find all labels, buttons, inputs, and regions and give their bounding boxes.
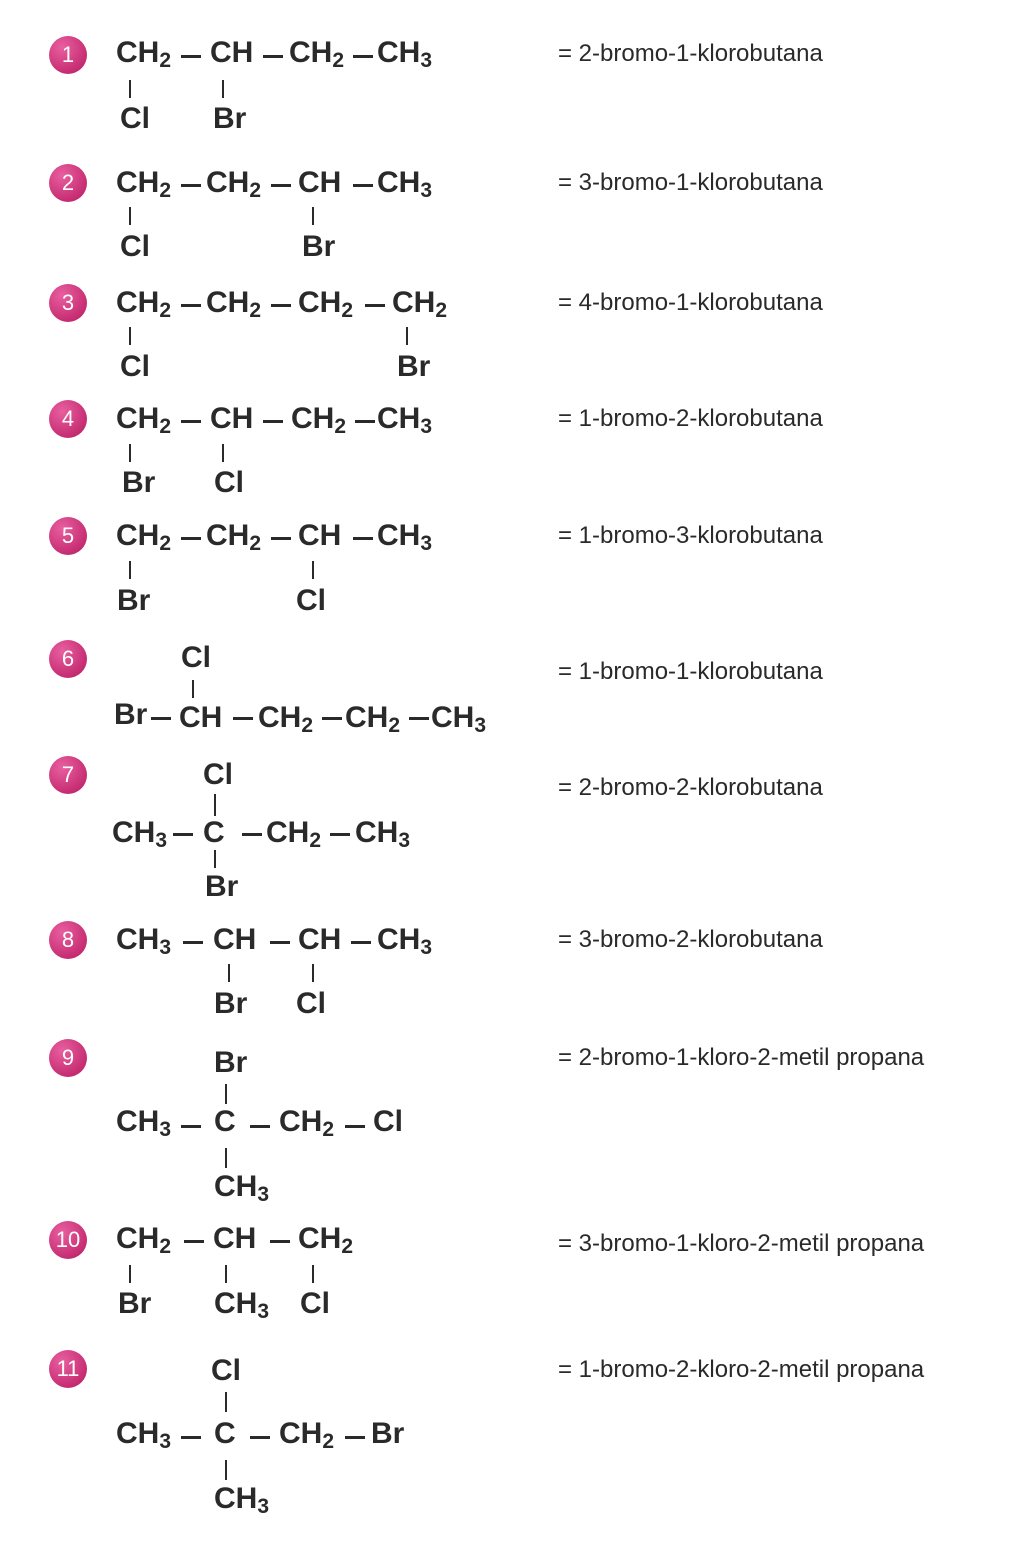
group-subscript: 3 — [155, 829, 168, 852]
group-symbol: CH — [377, 519, 421, 552]
group-br — [114, 700, 147, 730]
bond-vertical — [214, 850, 216, 868]
iupac-name: = 1-bromo-2-klorobutana — [558, 405, 823, 432]
bond-horizontal — [355, 420, 375, 423]
group-symbol: Cl — [296, 584, 326, 617]
iupac-name: = 2-bromo-2-klorobutana — [558, 774, 823, 801]
bond-horizontal — [345, 1125, 365, 1128]
group-symbol: Cl — [120, 230, 150, 263]
group-subscript: 3 — [159, 936, 172, 959]
bond-vertical — [129, 444, 131, 462]
group-br — [117, 586, 150, 616]
bond-horizontal — [351, 941, 371, 944]
group-ch2 — [206, 286, 262, 322]
group-ch2 — [116, 36, 172, 72]
iupac-name: = 2-bromo-1-kloro-2-metil propana — [558, 1044, 925, 1071]
group-ch2 — [266, 816, 322, 852]
bond-vertical — [129, 561, 131, 579]
group-cl — [181, 643, 211, 673]
group-ch2 — [291, 402, 347, 438]
bond-vertical — [129, 1265, 131, 1283]
group-ch2 — [392, 286, 448, 322]
group-symbol: CH — [116, 1417, 160, 1450]
group-subscript: 2 — [341, 299, 354, 322]
bond-horizontal — [233, 717, 253, 720]
group-br — [122, 468, 155, 498]
group-symbol: Br — [214, 1046, 248, 1079]
group-symbol: Cl — [203, 758, 233, 791]
item-number-badge: 11 — [49, 1350, 87, 1388]
group-symbol: CH — [214, 1287, 258, 1320]
group-symbol: CH — [206, 166, 250, 199]
group-br — [371, 1419, 404, 1449]
group-symbol: CH — [355, 816, 399, 849]
bond-vertical — [406, 327, 408, 345]
iupac-name: = 1-bromo-3-klorobutana — [558, 522, 823, 549]
group-symbol: CH — [210, 402, 254, 435]
group-cl — [373, 1107, 403, 1137]
bond-horizontal — [353, 537, 373, 540]
group-symbol: Cl — [120, 350, 150, 383]
bond-horizontal — [181, 55, 201, 58]
item-number-badge: 9 — [49, 1039, 87, 1077]
group-ch2 — [206, 166, 262, 202]
group-ch3 — [377, 402, 433, 438]
group-subscript: 2 — [159, 532, 172, 555]
group-subscript: 3 — [420, 936, 433, 959]
group-symbol: CH — [298, 923, 342, 956]
group-ch3 — [116, 1105, 172, 1141]
iupac-name: = 2-bromo-1-klorobutana — [558, 40, 823, 67]
group-ch2 — [116, 402, 172, 438]
group-cl — [300, 1289, 330, 1319]
group-ch2 — [279, 1105, 335, 1141]
group-cl — [120, 104, 150, 134]
group-symbol: CH — [112, 816, 156, 849]
bond-horizontal — [409, 717, 429, 720]
bond-vertical — [129, 207, 131, 225]
group-symbol: CH — [214, 1482, 258, 1515]
group-subscript: 2 — [341, 1235, 354, 1258]
group-cl — [120, 352, 150, 382]
group-subscript: 2 — [309, 829, 322, 852]
bond-vertical — [225, 1148, 227, 1168]
bond-horizontal — [270, 1240, 290, 1243]
item-number-badge: 2 — [49, 164, 87, 202]
group-symbol: CH — [116, 36, 160, 69]
bond-vertical — [312, 964, 314, 982]
group-ch2 — [289, 36, 345, 72]
group-ch2 — [279, 1417, 335, 1453]
group-subscript: 3 — [159, 1118, 172, 1141]
group-symbol: Br — [214, 987, 248, 1020]
bond-horizontal — [184, 1240, 204, 1243]
group-ch3 — [116, 923, 172, 959]
bond-horizontal — [322, 717, 342, 720]
bond-horizontal — [181, 1436, 201, 1439]
group-ch2 — [298, 1222, 354, 1258]
group-subscript: 2 — [322, 1118, 335, 1141]
group-symbol: CH — [116, 402, 160, 435]
bond-horizontal — [263, 55, 283, 58]
group-ch3 — [431, 701, 487, 737]
bond-horizontal — [330, 833, 350, 836]
group-symbol: Br — [213, 102, 247, 135]
iupac-name: = 4-bromo-1-klorobutana — [558, 289, 823, 316]
group-ch — [213, 925, 256, 955]
group-symbol: CH — [377, 36, 421, 69]
group-symbol: CH — [116, 286, 160, 319]
bond-vertical — [222, 80, 224, 98]
bond-horizontal — [181, 184, 201, 187]
group-ch — [298, 521, 341, 551]
bond-horizontal — [271, 537, 291, 540]
group-subscript: 2 — [301, 714, 314, 737]
group-subscript: 3 — [420, 415, 433, 438]
group-ch3 — [377, 166, 433, 202]
bond-horizontal — [345, 1436, 365, 1439]
bond-vertical — [222, 444, 224, 462]
group-cl — [211, 1356, 241, 1386]
group-ch3 — [377, 923, 433, 959]
group-symbol: CH — [214, 1170, 258, 1203]
group-symbol: Br — [371, 1417, 405, 1450]
bond-horizontal — [181, 537, 201, 540]
group-symbol: CH — [298, 166, 342, 199]
item-number-badge: 5 — [49, 517, 87, 555]
group-symbol: Cl — [296, 987, 326, 1020]
group-subscript: 3 — [474, 714, 487, 737]
bond-horizontal — [181, 304, 201, 307]
group-br — [205, 872, 238, 902]
bond-vertical — [225, 1392, 227, 1412]
group-subscript: 2 — [334, 415, 347, 438]
group-symbol: CH — [298, 286, 342, 319]
group-ch2 — [116, 166, 172, 202]
bond-horizontal — [271, 184, 291, 187]
group-symbol: CH — [258, 701, 302, 734]
group-br — [397, 352, 430, 382]
item-number-badge: 7 — [49, 756, 87, 794]
group-subscript: 2 — [435, 299, 448, 322]
group-ch3 — [214, 1170, 270, 1206]
bond-vertical — [225, 1460, 227, 1480]
group-subscript: 3 — [159, 1430, 172, 1453]
bond-vertical — [225, 1265, 227, 1283]
group-subscript: 3 — [257, 1183, 270, 1206]
item-number-badge: 6 — [49, 640, 87, 678]
bond-horizontal — [271, 304, 291, 307]
group-cl — [296, 989, 326, 1019]
group-symbol: CH — [116, 1105, 160, 1138]
group-symbol: CH — [377, 923, 421, 956]
iupac-name: = 1-bromo-1-klorobutana — [558, 658, 823, 685]
group-ch2 — [298, 286, 354, 322]
group-symbol: CH — [289, 36, 333, 69]
group-ch2 — [116, 1222, 172, 1258]
group-subscript: 3 — [257, 1300, 270, 1323]
bond-horizontal — [263, 420, 283, 423]
group-symbol: Br — [122, 466, 156, 499]
group-symbol: Cl — [181, 641, 211, 674]
bond-vertical — [214, 794, 216, 816]
group-symbol: CH — [291, 402, 335, 435]
bond-vertical — [312, 1265, 314, 1283]
group-symbol: CH — [377, 166, 421, 199]
group-subscript: 2 — [159, 49, 172, 72]
group-br — [214, 1048, 247, 1078]
iupac-name: = 3-bromo-1-klorobutana — [558, 169, 823, 196]
group-br — [302, 232, 335, 262]
group-subscript: 3 — [420, 179, 433, 202]
group-symbol: CH — [179, 701, 223, 734]
group-subscript: 2 — [159, 299, 172, 322]
group-subscript: 2 — [322, 1430, 335, 1453]
bond-horizontal — [250, 1436, 270, 1439]
group-symbol: CH — [298, 1222, 342, 1255]
group-ch — [298, 168, 341, 198]
group-symbol: Br — [117, 584, 151, 617]
group-symbol: CH — [206, 519, 250, 552]
group-symbol: CH — [279, 1105, 323, 1138]
group-subscript: 2 — [388, 714, 401, 737]
group-subscript: 2 — [332, 49, 345, 72]
group-symbol: CH — [116, 1222, 160, 1255]
group-c — [203, 818, 225, 848]
item-number-badge: 8 — [49, 921, 87, 959]
group-symbol: CH — [298, 519, 342, 552]
bond-horizontal — [353, 55, 373, 58]
bond-horizontal — [181, 420, 201, 423]
group-symbol: CH — [116, 923, 160, 956]
group-symbol: Br — [205, 870, 239, 903]
group-ch3 — [214, 1287, 270, 1323]
group-subscript: 3 — [420, 532, 433, 555]
bond-vertical — [228, 964, 230, 982]
bond-horizontal — [250, 1125, 270, 1128]
group-subscript: 2 — [159, 1235, 172, 1258]
group-symbol: Cl — [373, 1105, 403, 1138]
group-ch3 — [355, 816, 411, 852]
group-symbol: Cl — [214, 466, 244, 499]
group-subscript: 3 — [398, 829, 411, 852]
group-subscript: 2 — [249, 299, 262, 322]
group-symbol: Cl — [120, 102, 150, 135]
group-symbol: Br — [397, 350, 431, 383]
group-ch — [298, 925, 341, 955]
group-symbol: CH — [431, 701, 475, 734]
group-symbol: Br — [118, 1287, 152, 1320]
group-symbol: CH — [392, 286, 436, 319]
item-number-badge: 4 — [49, 400, 87, 438]
group-ch2 — [258, 701, 314, 737]
group-br — [214, 989, 247, 1019]
bond-vertical — [312, 561, 314, 579]
group-symbol: CH — [266, 816, 310, 849]
group-ch — [213, 1224, 256, 1254]
group-subscript: 3 — [257, 1495, 270, 1518]
group-subscript: 2 — [159, 179, 172, 202]
bond-horizontal — [353, 184, 373, 187]
group-symbol: Br — [302, 230, 336, 263]
group-symbol: CH — [116, 166, 160, 199]
group-ch2 — [345, 701, 401, 737]
group-br — [118, 1289, 151, 1319]
bond-horizontal — [242, 833, 262, 836]
group-ch — [179, 703, 222, 733]
group-symbol: Cl — [300, 1287, 330, 1320]
bond-vertical — [225, 1084, 227, 1104]
group-symbol: CH — [279, 1417, 323, 1450]
group-cl — [120, 232, 150, 262]
group-ch2 — [206, 519, 262, 555]
bond-horizontal — [365, 304, 385, 307]
iupac-name: = 3-bromo-1-kloro-2-metil propana — [558, 1230, 925, 1257]
group-c — [214, 1419, 236, 1449]
group-symbol: CH — [213, 1222, 257, 1255]
group-c — [214, 1107, 236, 1137]
bond-vertical — [312, 207, 314, 225]
iupac-name: = 1-bromo-2-kloro-2-metil propana — [558, 1356, 925, 1383]
bond-vertical — [129, 327, 131, 345]
group-ch2 — [116, 519, 172, 555]
group-ch3 — [377, 36, 433, 72]
group-br — [213, 104, 246, 134]
group-symbol: CH — [116, 519, 160, 552]
group-cl — [214, 468, 244, 498]
group-subscript: 2 — [249, 532, 262, 555]
item-number-badge: 3 — [49, 284, 87, 322]
iupac-name: = 3-bromo-2-klorobutana — [558, 926, 823, 953]
bond-horizontal — [181, 1125, 201, 1128]
group-cl — [296, 586, 326, 616]
group-symbol: C — [214, 1417, 236, 1450]
group-symbol: C — [214, 1105, 236, 1138]
bond-horizontal — [270, 941, 290, 944]
group-subscript: 2 — [159, 415, 172, 438]
group-symbol: Cl — [211, 1354, 241, 1387]
bond-horizontal — [151, 717, 171, 720]
bond-vertical — [129, 80, 131, 98]
bond-horizontal — [173, 833, 193, 836]
group-ch3 — [112, 816, 168, 852]
group-symbol: CH — [213, 923, 257, 956]
group-symbol: CH — [210, 36, 254, 69]
bond-horizontal — [183, 941, 203, 944]
group-ch2 — [116, 286, 172, 322]
group-symbol: C — [203, 816, 225, 849]
group-ch3 — [214, 1482, 270, 1518]
group-ch3 — [116, 1417, 172, 1453]
group-ch — [210, 38, 253, 68]
group-symbol: CH — [206, 286, 250, 319]
group-symbol: CH — [345, 701, 389, 734]
group-cl — [203, 760, 233, 790]
item-number-badge: 10 — [49, 1221, 87, 1259]
group-subscript: 2 — [249, 179, 262, 202]
item-number-badge: 1 — [49, 36, 87, 74]
group-symbol: Br — [114, 698, 148, 731]
group-symbol: CH — [377, 402, 421, 435]
group-ch3 — [377, 519, 433, 555]
group-subscript: 3 — [420, 49, 433, 72]
group-ch — [210, 404, 253, 434]
bond-vertical — [192, 680, 194, 698]
